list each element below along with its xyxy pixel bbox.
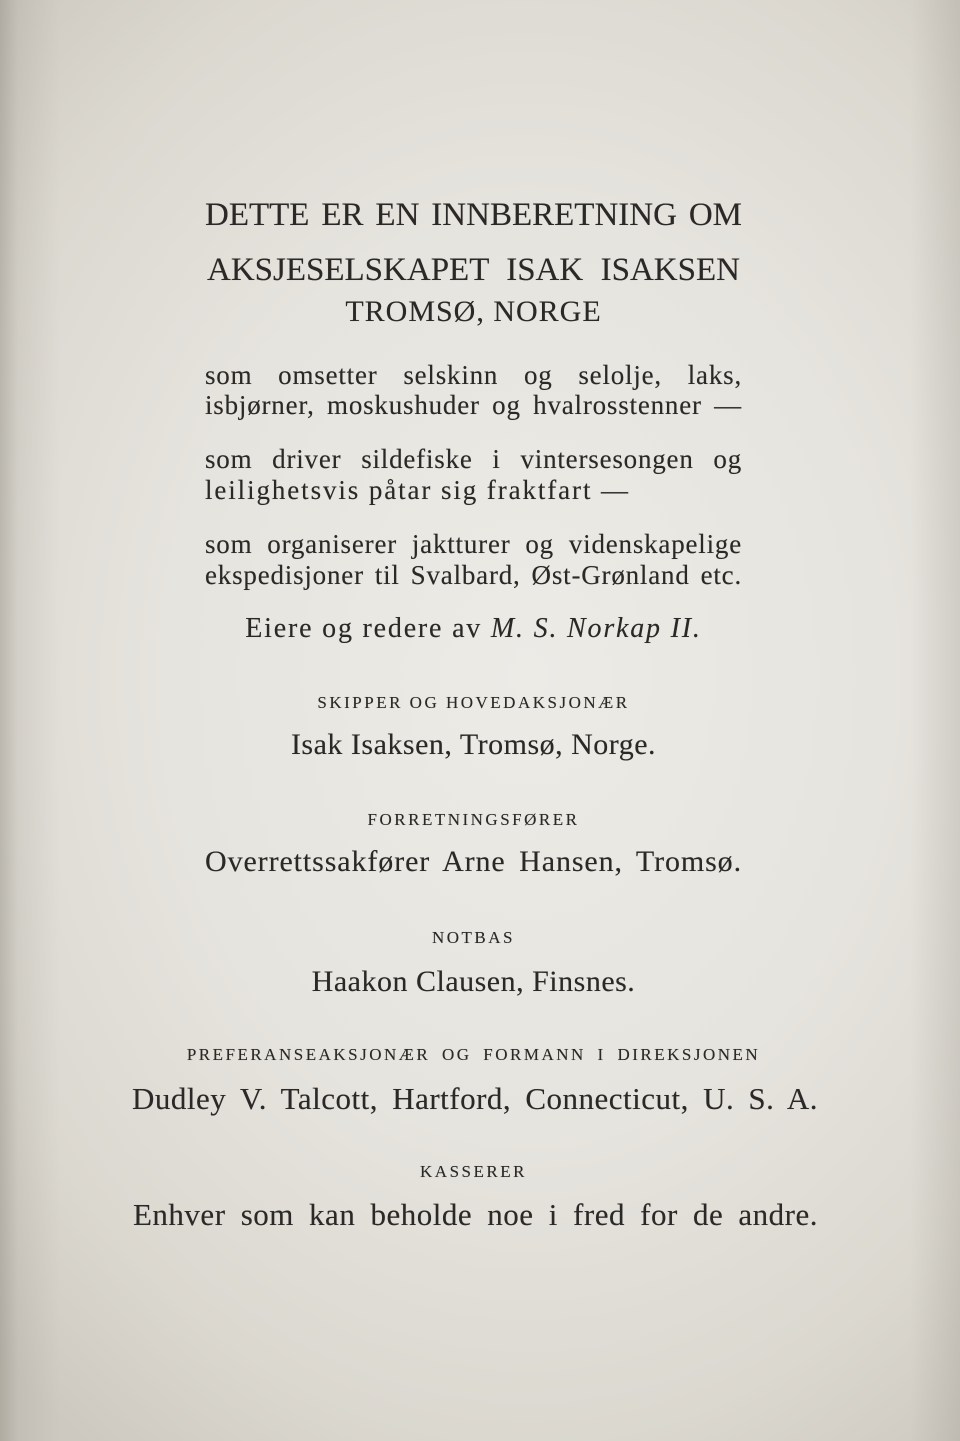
officer-name-treasurer: Enhver som kan beholde noe i fred for de andre. <box>133 1197 818 1232</box>
officer-role-treasurer: KASSERER <box>420 1162 527 1181</box>
officer-role-notbas: NOTBAS <box>431 928 515 947</box>
activity-3-line-1: som organiserer jaktturer og videnskapelige <box>205 529 742 559</box>
activity-2-line-1: som driver sildefiske i vintersesongen og <box>205 444 742 474</box>
activity-1-line-2: isbjørner, moskushuder og hvalrosstenner — <box>205 390 742 420</box>
activity-2-line-2: leilighetsvis påtar sig fraktfart — <box>205 475 630 505</box>
vessel-name: M. S. Norkap II. <box>490 613 702 644</box>
officer-name-notbas: Haakon Clausen, Finsnes. <box>311 965 636 998</box>
officer-name-chairman: Dudley V. Talcott, Hartford, Connecticut, U. S. A. <box>132 1081 818 1116</box>
activity-1-line-1: som omsetter selskinn og selolje, laks, <box>205 360 742 390</box>
activity-3-line-2: ekspedisjoner til Svalbard, Øst-Grønland etc. <box>205 560 742 590</box>
officer-role-manager: FORRETNINGSFØRER <box>367 810 580 829</box>
officer-role-chairman: PREFERANSEAKSJONÆR OG FORMANN I DIREKSJONEN <box>186 1045 761 1064</box>
owners-text: Eiere og redere av <box>245 613 483 644</box>
officer-name-skipper: Isak Isaksen, Tromsø, Norge. <box>290 728 657 761</box>
heading-intro: DETTE ER EN INNBERETNING OM <box>205 197 742 233</box>
company-name: AKSJESELSKAPET ISAK ISAKSEN <box>207 252 740 288</box>
officer-name-manager: Overrettssakfører Arne Hansen, Tromsø. <box>205 845 742 878</box>
company-location: TROMSØ, NORGE <box>345 295 602 328</box>
owners-line <box>100 612 847 646</box>
officer-role-skipper: SKIPPER OG HOVEDAKSJONÆR <box>317 693 630 712</box>
